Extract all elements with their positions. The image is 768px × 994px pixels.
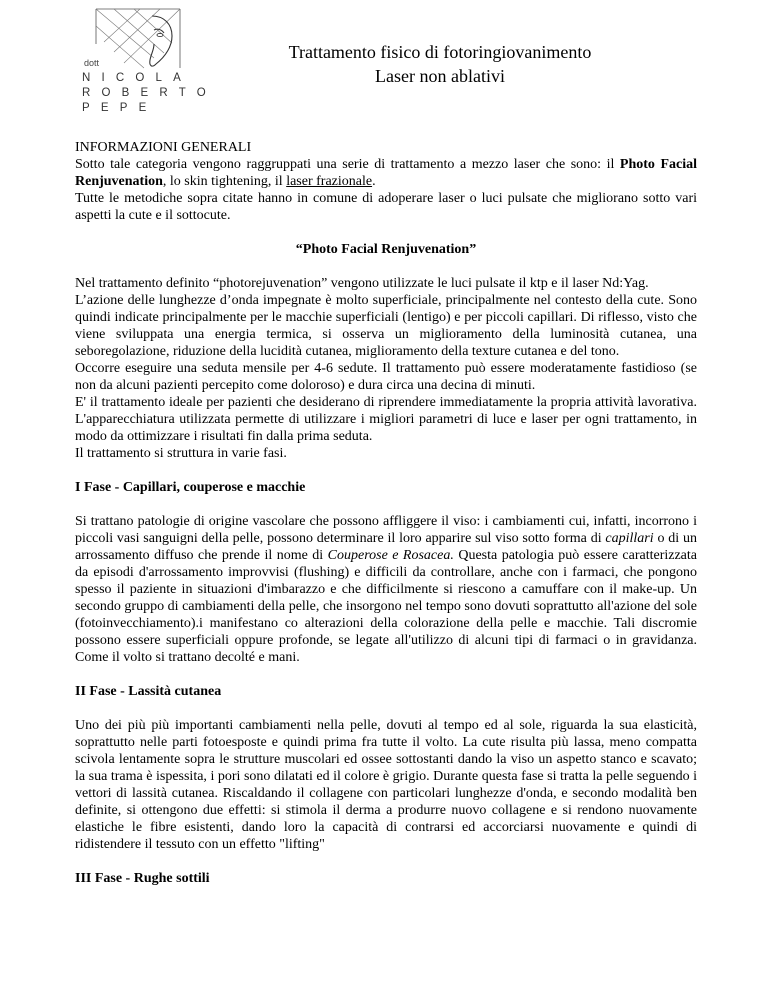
info-p1-text: Sotto tale categoria vengono raggruppati una serie di trattamento a mezzo laser che sono: il (75, 157, 620, 172)
logo-name-line2: ROBERTO (82, 87, 217, 99)
fase1-paragraph (75, 513, 697, 666)
info-paragraph-1 (75, 156, 697, 190)
logo-name-line3: PEPE (82, 102, 158, 114)
pfr-heading: “Photo Facial Renjuvenation” (295, 242, 477, 257)
couperose-italic: Couperose e Rosacea. (327, 548, 454, 563)
info-p1-mid: , lo skin tightening, il (162, 174, 287, 189)
pfr-paragraph-3: Occorre eseguire una seduta mensile per 4-6 sedute. Il trattamento può essere moderatamente fastidioso (se non da alcuni pazienti percepito come doloroso) e dura circa una decina di minuti. (75, 361, 697, 393)
fase1-text-1: Si trattano patologie di origine vascolare che possono affliggere il viso: i cambiamenti cui, infatti, incorrono i piccoli vasi sanguigni della pelle, possono determinare il loro apparire sul viso sotto forma di (75, 514, 697, 546)
document-body (75, 139, 697, 887)
logo-name-line1: NICOLA (82, 72, 193, 84)
fase1-text-2: o di un arrossamento diffuso che prende il nome di (75, 531, 697, 563)
pfr-paragraph-2: L’azione delle lunghezze d’onda impegnate è molto superficiale, principalmente nel contesto della cute. Sono quindi indicate principalmente per le macchie superficiali (lentigo) e per piccoli capillari. Di riflesso, visto che viene sviluppata una energia termica, si osserva un miglioramento della luminosità cutanea, una seboregolazione, riduzione della lucidità cutanea, miglioramento della texture cutanea e del tono. (75, 293, 697, 359)
fase1-text-3: Questa patologia può essere caratterizzata da episodi d'arrossamento improvvisi (flushing) e difficili da controllare, anche con i farmaci, che pongono spesso il paziente in situazioni d'imbarazzo e che difficilmente si riescono a camuffare con il make-up. Un secondo gruppo di cambiamenti della pelle, che insorgono nel tempo sono dovuti soprattutto all'azione del sole (fotoinvecchiamento).i manifestano co alterazioni della colorazione della pelle e macchie. Tali discromie possono essere superficiali oppure profonde, se legate all'utilizzo di alcuni tipi di farmaci o in gravidanza. Come il volto si trattano decolté e mani. (75, 548, 697, 665)
fase2-heading: II Fase - Lassità cutanea (75, 684, 222, 699)
logo-dott-text: dott (84, 58, 100, 68)
pfr-paragraph-4: E' il trattamento ideale per pazienti che desiderano di riprendere immediatamente la propria attività lavorativa. L'apparecchiatura utilizzata permette di utilizzare i migliori parametri di luce e laser per ogni trattamento, in modo da ottimizzare i risultati fin dalla prima seduta. (75, 395, 697, 444)
info-heading: INFORMAZIONI GENERALI (75, 140, 252, 155)
photo-facial-bold: Photo Facial Renjuvenation (75, 157, 697, 189)
face-profile-logo-icon (94, 8, 182, 70)
laser-frazionale-link[interactable]: laser frazionale (286, 174, 373, 189)
pfr-paragraph-1: Nel trattamento definito “photorejuvenation” vengono utilizzate le luci pulsate il ktp e il laser Nd:Yag. (75, 276, 649, 291)
page-title-line1: Trattamento fisico di fotoringiovanimento (288, 42, 592, 62)
fase2-paragraph: Uno dei più più importanti cambiamenti nella pelle, dovuti al tempo ed al sole, riguarda la sua elasticità, soprattutto nelle parti fotoesposte e quindi prima fra tutte il volto. La cute risulta più lassa, meno compatta scivola lentamente sopra le strutture muscolari ed ossee sottostanti dando la viso un aspetto stanco e scavato; la sua trama è ispessita, i pori sono dilatati ed il colore è grigio. Durante questa fase si tratta la pelle seguendo i vettori di lassità cutanea. Riscaldando il collagene con particolari lunghezze d'onda, e secondo modalità ben definite, si ottengono due effetti: si stimola il derma a produrre nuovo collagene e si rendono nuovamente elastiche le fibre esistenti, dando loro la capacità di contrarsi ed accorciarsi nuovamente e quindi di ridistendere il tessuto con un effetto "lifting" (75, 718, 697, 852)
info-paragraph-2: Tutte le metodiche sopra citate hanno in comune di adoperare laser o luci pulsate che migliorano sotto vari aspetti la cute e il sottocute. (75, 191, 697, 223)
fase3-heading: III Fase - Rughe sottili (75, 871, 210, 886)
info-p1-end: . (372, 174, 376, 189)
pfr-paragraph-5: Il trattamento si struttura in varie fasi. (75, 446, 287, 461)
fase1-heading: I Fase - Capillari, couperose e macchie (75, 480, 306, 495)
capillari-italic: capillari (605, 531, 654, 546)
page-title-line2: Laser non ablativi (375, 66, 505, 86)
logo (78, 8, 217, 114)
